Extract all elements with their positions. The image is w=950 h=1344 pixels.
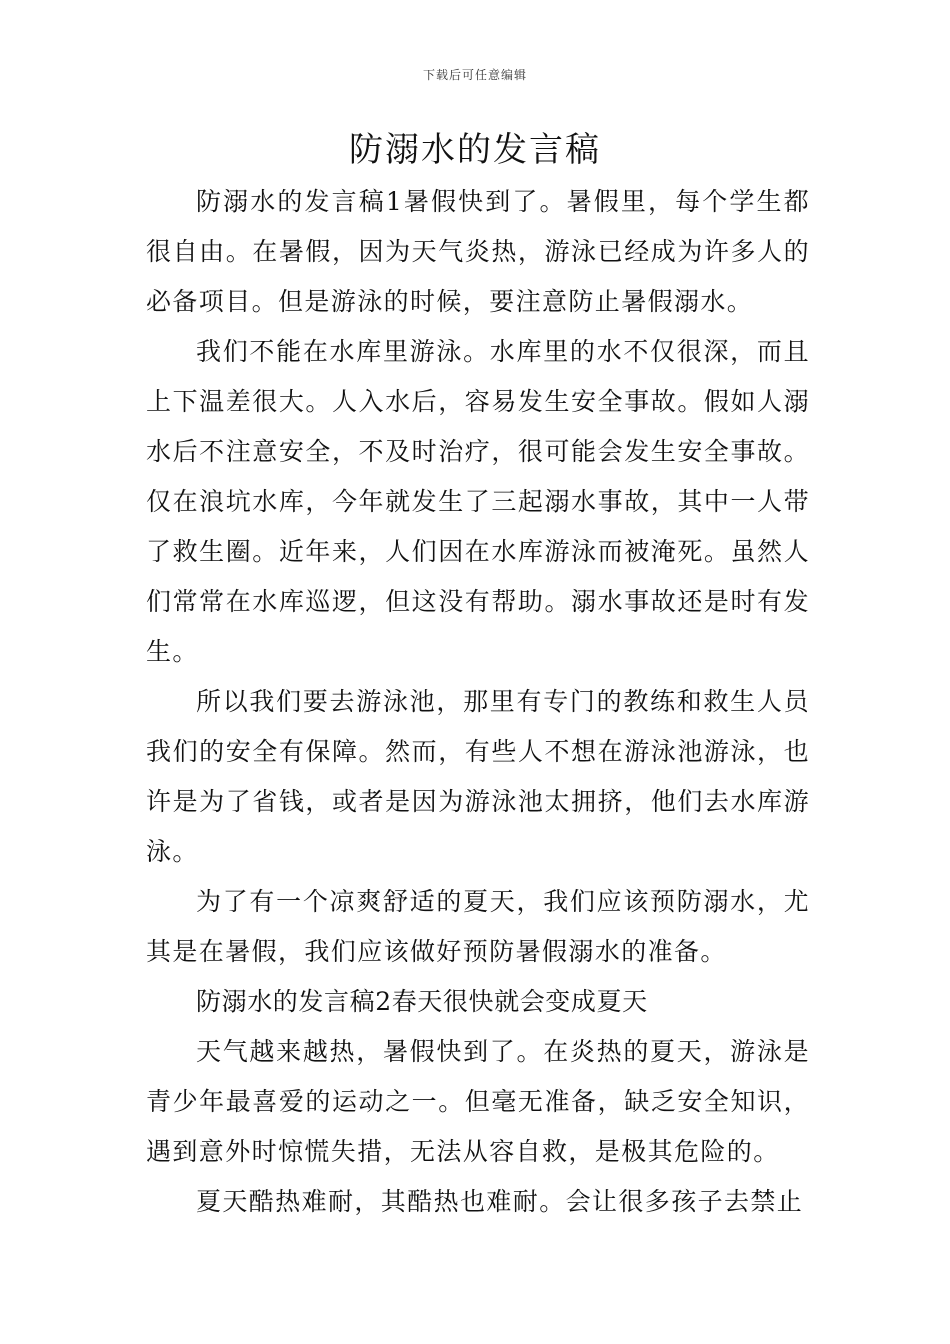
paragraph-4: 为了有一个凉爽舒适的夏天，我们应该预防溺水，尤其是在暑假，我们应该做好预防暑假溺水的准备。 [146,887,810,966]
page-title: 防溺水的发言稿 [349,130,601,170]
paragraph-5-section-heading: 防溺水的发言稿2春天很快就会变成夏天 [196,987,648,1016]
paragraph-1: 防溺水的发言稿1暑假快到了。暑假里，每个学生都很自由。在暑假，因为天气炎热，游泳已经成为许多人的必备项目。但是游泳的时候，要注意防止暑假溺水。 [146,187,810,316]
paragraph-3: 所以我们要去游泳池，那里有专门的教练和救生人员我们的安全有保障。然而，有些人不想在游泳池游泳，也许是为了省钱，或者是因为游泳池太拥挤，他们去水库游泳。 [146,687,810,866]
paragraph-2: 我们不能在水库里游泳。水库里的水不仅很深，而且上下温差很大。人入水后，容易发生安全事故。假如人溺水后不注意安全，不及时治疗，很可能会发生安全事故。仅在浪坑水库，今年就发生了三起溺水事故，其中一人带了救生圈。近年来，人们因在水库游泳而被淹死。虽然人们常常在水库巡逻，但这没有帮助。溺水事故还是时有发生。 [146,337,810,666]
document-body [146,177,810,1227]
paragraph-7: 夏天酷热难耐，其酷热也难耐。会让很多孩子去禁止 [196,1187,804,1216]
header-note: 下载后可任意编辑 [422,68,527,82]
paragraph-6: 天气越来越热，暑假快到了。在炎热的夏天，游泳是青少年最喜爱的运动之一。但毫无准备，缺乏安全知识，遇到意外时惊慌失措，无法从容自救，是极其危险的。 [146,1037,810,1166]
